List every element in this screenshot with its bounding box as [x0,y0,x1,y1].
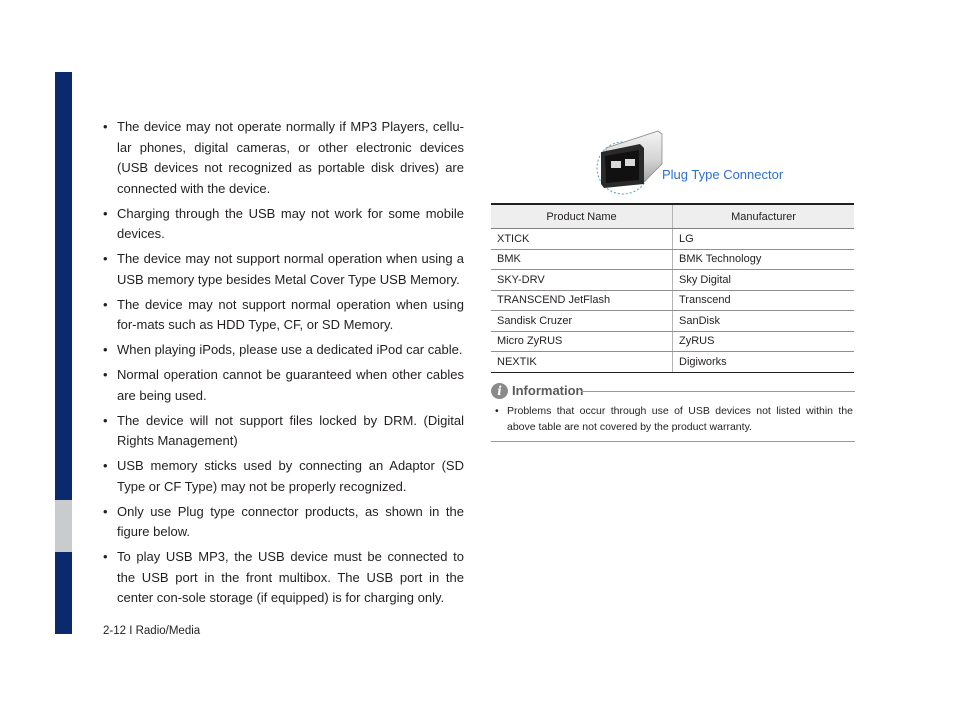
side-tab-navy-bottom [55,552,72,634]
bullet-item [103,365,464,406]
information-title: Information [512,383,584,398]
side-tab-navy-top [55,72,72,500]
bullet-marker: • [103,503,108,519]
cell-product: XTICK [491,229,673,250]
cell-manufacturer: Sky Digital [673,270,855,291]
information-header [491,382,855,400]
bullet-item [103,204,464,245]
bullet-text: The device may not support normal operation when using for-mats such as HDD Type, CF, or SD Memory. [117,296,464,332]
bullet-item [103,249,464,290]
table-row [491,352,854,373]
cell-manufacturer: Digiworks [673,352,855,373]
cell-product: Sandisk Cruzer [491,311,673,332]
cell-product: SKY-DRV [491,270,673,291]
bullet-marker: • [103,342,108,357]
info-icon: i [491,383,508,399]
bullet-item [103,340,464,361]
usb-notes-list [103,117,464,613]
bullet-text: Normal operation cannot be guaranteed when other cables are being used. [117,367,464,403]
cell-product: BMK [491,249,673,270]
bullet-text: When playing iPods, please use a dedicated iPod car cable. [117,342,463,357]
table-row [491,249,854,270]
bullet-item [103,411,464,452]
cell-product: TRANSCEND JetFlash [491,290,673,311]
bullet-marker: • [103,549,108,564]
information-note [495,403,853,435]
page-footer: 2-12 I Radio/Media [103,625,201,637]
cell-manufacturer: ZyRUS [673,331,855,352]
column-header-product: Product Name [491,204,673,229]
cell-manufacturer: SanDisk [673,311,855,332]
bullet-marker: • [103,458,108,473]
table-row [491,290,854,311]
table-row [491,270,854,291]
bullet-marker: • [495,405,499,417]
bullet-marker: • [103,296,108,312]
cell-manufacturer: BMK Technology [673,249,855,270]
figure-caption: Plug Type Connector [662,167,784,182]
information-text: Problems that occur through use of USB devices not listed within the above table are not covered by the product warranty. [507,405,853,433]
table-row [491,311,854,332]
bullet-item [103,117,464,199]
table-header-row [491,204,854,229]
bullet-item [103,547,464,609]
cell-manufacturer: Transcend [673,290,855,311]
bullet-text: The device will not support files locked by DRM. (Digital Rights Management) [117,412,464,448]
bullet-text: Only use Plug type connector products, as shown in the figure below. [117,503,464,539]
cell-product: Micro ZyRUS [491,331,673,352]
divider [581,391,855,392]
bullet-text: Charging through the USB may not work for some mobile devices. [117,205,464,241]
table-row [491,331,854,352]
bullet-marker: • [103,119,108,134]
bullet-item [103,456,464,497]
bullet-marker: • [103,412,108,428]
compatible-usb-table [491,203,854,373]
side-tab-gray-marker [55,500,72,552]
column-header-manufacturer: Manufacturer [673,204,855,229]
cell-manufacturer: LG [673,229,855,250]
bullet-text: USB memory sticks used by connecting an Adaptor (SD Type or CF Type) may not be properly recognized. [117,458,464,494]
bullet-text: To play USB MP3, the USB device must be connected to the USB port in the front multibox. The USB port in the center con-sole storage (if equipped) is for charging only. [117,549,464,605]
usb-plug-connector-icon [592,126,792,198]
bullet-text: The device may not operate normally if MP3 Players, cellu-lar phones, digital cameras, or other electronic devices (USB devices not recognized as portable disk drives) are connected with the device. [117,119,464,196]
bullet-marker: • [103,205,108,221]
cell-product: NEXTIK [491,352,673,373]
divider [491,441,855,442]
bullet-marker: • [103,251,108,266]
table-row [491,229,854,250]
bullet-item [103,502,464,543]
bullet-item [103,295,464,336]
bullet-marker: • [103,367,108,382]
bullet-text: The device may not support normal operation when using a USB memory type besides Metal Cover Type USB Memory. [117,251,464,287]
information-body [495,403,853,435]
